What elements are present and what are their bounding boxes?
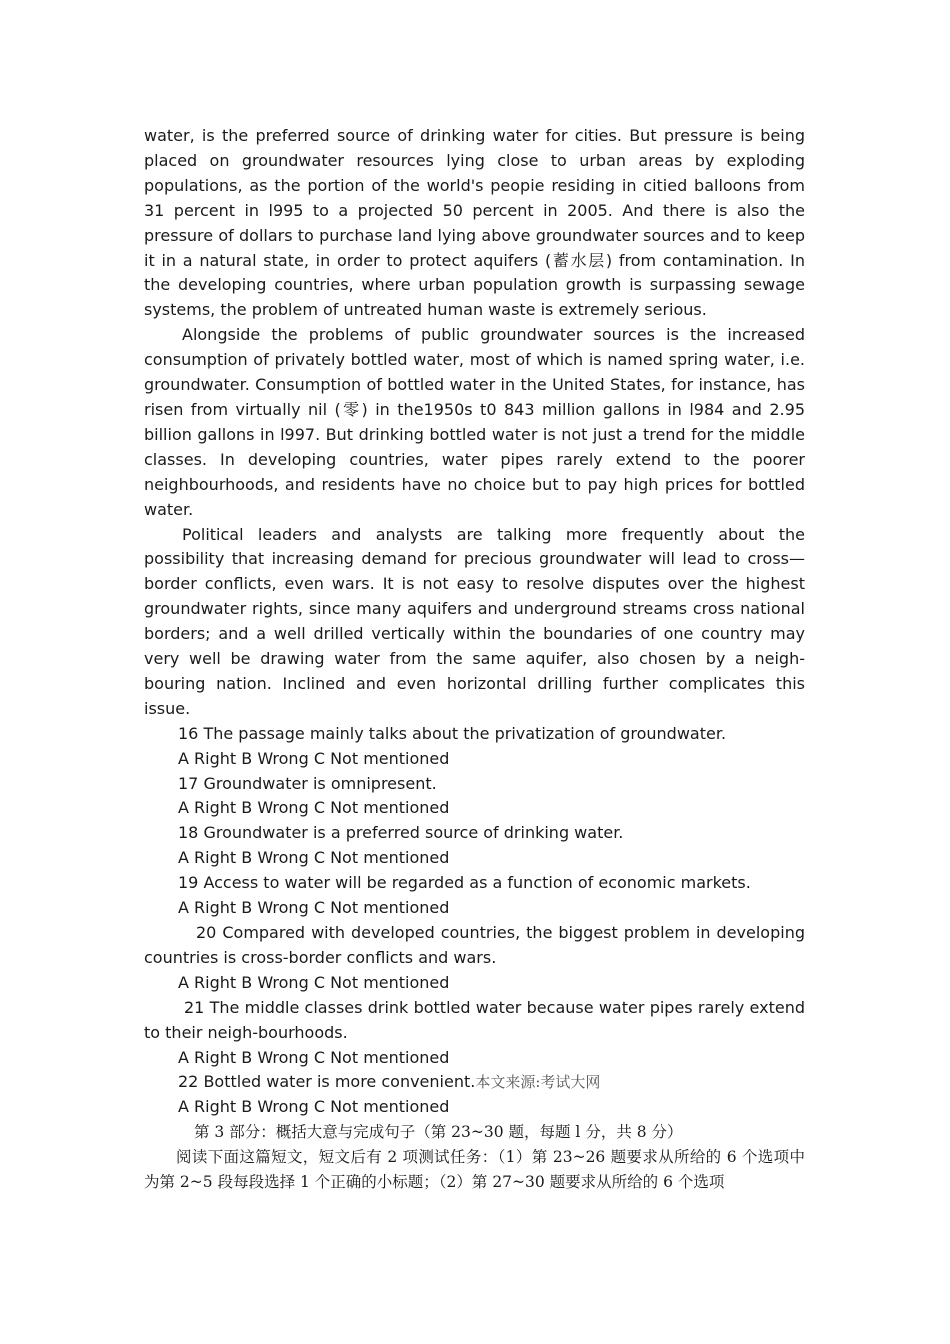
question-17-options: A Right B Wrong C Not mentioned [178, 798, 450, 818]
question-17: 17 Groundwater is omnipresent. [178, 773, 437, 793]
question-21-options: A Right B Wrong C Not mentioned [178, 1047, 450, 1067]
question-19-options: A Right B Wrong C Not mentioned [178, 898, 450, 918]
paragraph-2: Alongside the problems of public groundwater sources is the increased consumption of privately bottled water, most of which is named spring water, i.e. groundwater. Consumption of bottled water in the United States, for instance, has risen from virtually nil (零) in the1950s t0 843 million gallons in l984 and 2.95 billion gallons in l997. But drinking bottled water is not just a trend for the middle classes. In developing countries, water pipes rarely extend to the poorer neighbourhoods, and residents have no choice but to pay high prices for bottled water. [144, 325, 805, 519]
question-19: 19 Access to water will be regarded as a function of economic markets. [178, 873, 751, 893]
source-note: 本文来源:考试大网 [475, 1073, 601, 1092]
question-20: 20 Compared with developed countries, the biggest problem in developing countries is cross-border conflicts and wars. [144, 923, 805, 967]
section-3-instructions: 阅读下面这篇短文，短文后有 2 项测试任务：（1）第 23~26 题要求从所给的 6 个选项中为第 2~5 段每段选择 1 个正确的小标题；（2）第 27~30 题要求从所给的 6 个选项 [144, 1148, 805, 1192]
section-3-heading: 第 3 部分：概括大意与完成句子（第 23~30 题，每题 l 分，共 8 分） [194, 1123, 683, 1142]
paragraph-1: water, is the preferred source of drinking water for cities. But pressure is being placed on groundwater resources lying close to urban areas by exploding populations, as the portion of the world's peopie residing in citied balloons from 31 percent in l995 to a projected 50 percent in 2005. And there is also the pressure of dollars to purchase land lying above groundwater sources and to keep it in a natural state, in order to protect aquifers (蓄水层) from contamination. In the developing countries, where urban population growth is surpassing sewage systems, the problem of untreated human waste is extremely serious. [144, 126, 805, 320]
question-21: 21 The middle classes drink bottled water because water pipes rarely extend to their neigh-bourhoods. [144, 997, 805, 1042]
question-20-options: A Right B Wrong C Not mentioned [178, 972, 450, 992]
question-22-options: A Right B Wrong C Not mentioned [178, 1097, 450, 1117]
paragraph-3: Political leaders and analysts are talking more frequently about the possibility that increasing demand for precious groundwater will lead to cross—border conflicts, even wars. It is not easy to resolve disputes over the highest groundwater rights, since many aquifers and underground streams cross national borders; and a well drilled vertically within the boundaries of one country may very well be drawing water from the same aquifer, also chosen by a neigh-bouring nation. Inclined and even horizontal drilling further complicates this issue. [144, 524, 805, 718]
question-16-options: A Right B Wrong C Not mentioned [178, 748, 450, 768]
question-16: 16 The passage mainly talks about the privatization of groundwater. [178, 723, 727, 743]
document-body [144, 124, 805, 1195]
question-22-text: 22 Bottled water is more convenient. [178, 1072, 476, 1092]
question-18-options: A Right B Wrong C Not mentioned [178, 848, 450, 868]
question-18: 18 Groundwater is a preferred source of drinking water. [178, 823, 624, 843]
question-22 [144, 1070, 805, 1095]
